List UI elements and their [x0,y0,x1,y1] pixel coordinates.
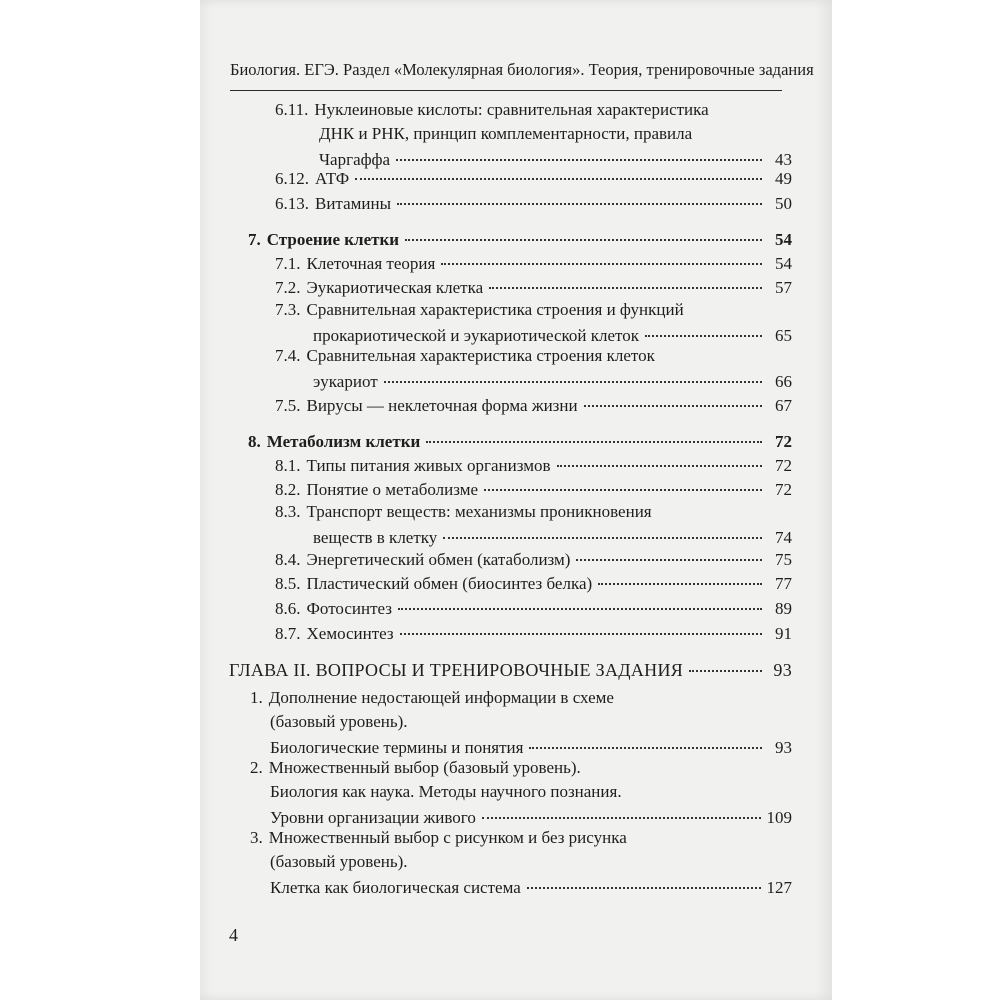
page-ref: 127 [766,878,792,897]
leader-dots [529,730,762,749]
leader-dots [441,246,762,265]
toc-entry-7-2: 7.2. Эукариотическая клетка 57 [275,274,792,300]
running-header: Биология. ЕГЭ. Раздел «Молекулярная биология». Теория, тренировочные задания [230,60,814,79]
page-ref: 50 [775,194,792,213]
toc-section-7: 7. Строение клетки 54 [248,226,792,252]
leader-dots [576,542,762,561]
page-ref: 75 [775,550,792,569]
toc-entry-8-6: 8.6. Фотосинтез 89 [275,595,792,621]
leader-dots [484,472,762,491]
leader-dots [384,364,762,383]
page-ref: 65 [775,326,792,345]
toc-chapter-2: ГЛАВА II. ВОПРОСЫ И ТРЕНИРОВОЧНЫЕ ЗАДАНИЯ 93 [229,656,792,682]
leader-dots [396,142,762,161]
page-ref: 66 [775,372,792,391]
toc-task-3: 3. Множественный выбор с рисунком и без рисунка (базовый уровень). Клетка как биологическая система 127 [250,826,792,900]
toc-task-1: 1. Дополнение недостающей информации в схеме (базовый уровень). Биологические термины и понятия 93 [250,686,792,760]
page-ref: 109 [766,808,792,827]
leader-dots [584,388,762,407]
page-ref: 72 [775,432,792,451]
toc-entry-8-7: 8.7. Хемосинтез 91 [275,620,792,646]
toc-section-8: 8. Метаболизм клетки 72 [248,428,792,454]
toc-entry-8-2: 8.2. Понятие о метаболизме 72 [275,476,792,502]
toc-entry-6-11: 6.11. Нуклеиновые кислоты: сравнительная характеристика ДНК и РНК, принцип комплементарности, правила Чаргаффа 43 [275,98,792,172]
toc-entry-6-13: 6.13. Витамины 50 [275,190,792,216]
page-ref: 43 [775,150,792,169]
page-ref: 72 [775,480,792,499]
leader-dots [355,161,762,180]
toc-entry-7-1: 7.1. Клеточная теория 54 [275,250,792,276]
page-ref: 67 [775,396,792,415]
leader-dots [397,186,762,205]
toc-entry-7-3: 7.3. Сравнительная характеристика строения и функций прокариотической и эукариотической клеток 65 [275,298,792,348]
leader-dots [527,870,761,889]
leader-dots [645,318,762,337]
leader-dots [405,222,762,241]
page-ref: 54 [775,254,792,273]
toc-entry-8-1: 8.1. Типы питания живых организмов 72 [275,452,792,478]
leader-dots [557,448,763,467]
page-ref: 72 [775,456,792,475]
toc-entry-7-4: 7.4. Сравнительная характеристика строения клеток эукариот 66 [275,344,792,394]
page-ref: 93 [775,738,792,757]
page-ref: 57 [775,278,792,297]
leader-dots [598,566,762,585]
leader-dots [443,520,762,539]
page-number: 4 [229,925,238,945]
toc-task-2: 2. Множественный выбор (базовый уровень). Биология как наука. Методы научного познания. Уровни организации живого 109 [250,756,792,830]
toc-entry-8-3: 8.3. Транспорт веществ: механизмы проникновения веществ в клетку 74 [275,500,792,550]
page-ref: 77 [775,574,792,593]
leader-dots [398,591,762,610]
page-ref: 91 [775,624,792,643]
page-ref: 89 [775,599,792,618]
toc-entry-6-12: 6.12. АТФ 49 [275,165,792,191]
toc-entry-8-4: 8.4. Энергетический обмен (катаболизм) 75 [275,546,792,572]
leader-dots [689,652,762,672]
page-ref: 93 [773,660,792,680]
page-ref: 54 [775,230,792,249]
page-ref: 74 [775,528,792,547]
leader-dots [482,800,761,819]
leader-dots [400,616,762,635]
leader-dots [426,424,762,443]
toc-entry-7-5: 7.5. Вирусы — неклеточная форма жизни 67 [275,392,792,418]
toc-entry-8-5: 8.5. Пластический обмен (биосинтез белка) 77 [275,570,792,596]
page-ref: 49 [775,169,792,188]
leader-dots [489,270,762,289]
